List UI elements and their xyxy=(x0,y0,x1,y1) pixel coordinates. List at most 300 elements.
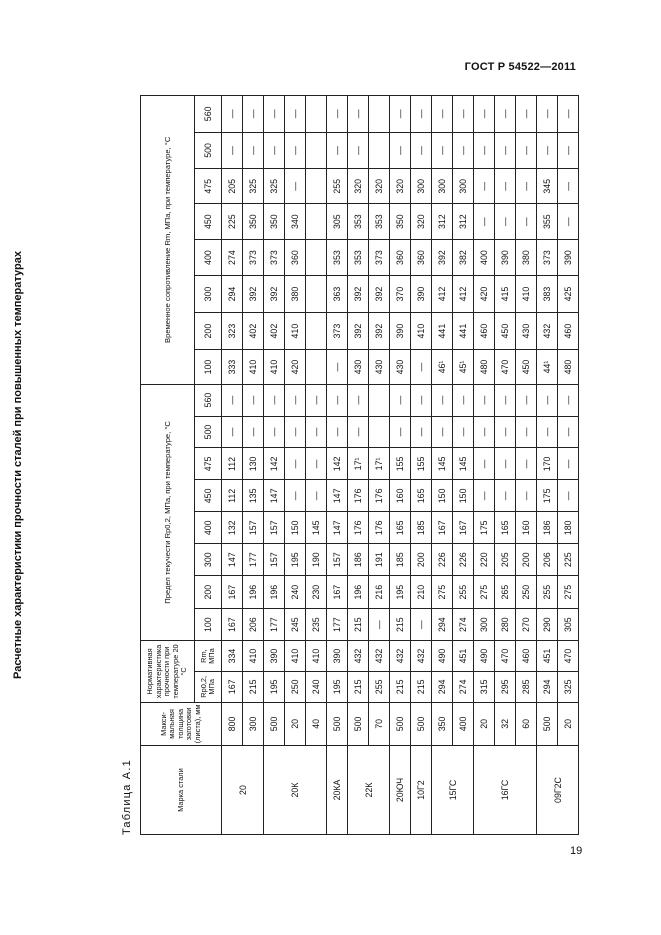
value-cell: — xyxy=(495,204,516,239)
value-cell: — xyxy=(222,132,243,168)
value-cell: 215 xyxy=(390,609,411,641)
value-cell xyxy=(306,204,327,239)
value-cell: — xyxy=(558,480,579,512)
value-cell: 275 xyxy=(474,576,495,609)
value-cell: 175 xyxy=(474,512,495,544)
value-cell: 350 xyxy=(243,204,264,239)
value-cell: 350 xyxy=(390,204,411,239)
value-cell: 20 xyxy=(285,702,306,745)
value-cell: — xyxy=(495,448,516,480)
value-cell: 45¹ xyxy=(453,350,474,384)
value-cell: — xyxy=(474,480,495,512)
value-cell: 175 xyxy=(537,480,558,512)
value-cell: 250 xyxy=(516,576,537,609)
value-cell: 410 xyxy=(285,312,306,350)
value-cell: — xyxy=(474,169,495,204)
value-cell: 480 xyxy=(558,350,579,384)
value-cell: — xyxy=(474,416,495,448)
value-cell: 40 xyxy=(306,702,327,745)
value-cell: — xyxy=(390,96,411,133)
value-cell: 274 xyxy=(453,609,474,641)
value-cell: 215 xyxy=(348,671,369,702)
value-cell: — xyxy=(474,96,495,133)
value-cell: — xyxy=(432,384,453,416)
value-cell: — xyxy=(558,416,579,448)
steel-grade-cell: 20ЮЧ xyxy=(390,746,411,835)
value-cell: 160 xyxy=(390,480,411,512)
value-cell: — xyxy=(411,416,432,448)
header-yield-temp: 560 xyxy=(195,384,222,416)
value-cell: 20 xyxy=(474,702,495,745)
value-cell: — xyxy=(537,96,558,133)
table-row xyxy=(558,96,579,835)
value-cell: 216 xyxy=(369,576,390,609)
value-cell: 200 xyxy=(411,544,432,576)
standard-number: ГОСТ Р 54522—2011 xyxy=(464,61,576,73)
value-cell: — xyxy=(306,416,327,448)
value-cell: — xyxy=(495,96,516,133)
value-cell: 225 xyxy=(222,204,243,239)
value-cell: 400 xyxy=(453,702,474,745)
value-cell: 275 xyxy=(558,576,579,609)
value-cell: 392 xyxy=(432,239,453,275)
value-cell xyxy=(306,312,327,350)
value-cell: 240 xyxy=(306,671,327,702)
value-cell: 451 xyxy=(453,641,474,672)
value-cell: — xyxy=(327,132,348,168)
value-cell: — xyxy=(411,132,432,168)
value-cell: — xyxy=(285,169,306,204)
value-cell: 167 xyxy=(432,512,453,544)
steel-grade-cell: 22К xyxy=(348,746,390,835)
value-cell: 177 xyxy=(243,544,264,576)
value-cell: — xyxy=(390,416,411,448)
value-cell: — xyxy=(558,448,579,480)
value-cell: — xyxy=(285,416,306,448)
value-cell: 230 xyxy=(306,576,327,609)
value-cell: — xyxy=(432,416,453,448)
value-cell: 480 xyxy=(474,350,495,384)
table-title: Расчетные характеристики прочности сталей при повышенных температурах xyxy=(12,251,24,679)
value-cell: 145 xyxy=(432,448,453,480)
value-cell: 205 xyxy=(222,169,243,204)
value-cell xyxy=(306,350,327,384)
steel-grade-cell: 20 xyxy=(222,746,264,835)
value-cell: 432 xyxy=(537,312,558,350)
value-cell: 412 xyxy=(432,276,453,312)
value-cell: — xyxy=(222,384,243,416)
value-cell: — xyxy=(495,132,516,168)
table-row xyxy=(495,96,516,835)
value-cell: 430 xyxy=(369,350,390,384)
value-cell: 167 xyxy=(222,671,243,702)
value-cell: — xyxy=(474,384,495,416)
value-cell: 255 xyxy=(453,576,474,609)
value-cell: — xyxy=(474,132,495,168)
value-cell: 142 xyxy=(327,448,348,480)
value-cell: 157 xyxy=(264,544,285,576)
table-row xyxy=(348,96,369,835)
value-cell: 180 xyxy=(558,512,579,544)
page-number: 19 xyxy=(570,845,583,857)
header-tensile-temp: 100 xyxy=(195,350,222,384)
value-cell: 60 xyxy=(516,702,537,745)
value-cell: 195 xyxy=(264,671,285,702)
strength-table xyxy=(140,95,579,835)
value-cell: — xyxy=(243,416,264,448)
value-cell: — xyxy=(411,350,432,384)
value-cell: 285 xyxy=(516,671,537,702)
header-tensile-temp: 475 xyxy=(195,169,222,204)
value-cell: 255 xyxy=(327,169,348,204)
value-cell: 185 xyxy=(390,544,411,576)
value-cell: 490 xyxy=(432,641,453,672)
value-cell: — xyxy=(264,96,285,133)
value-cell: 196 xyxy=(348,576,369,609)
table-body xyxy=(141,96,579,835)
value-cell: 390 xyxy=(411,276,432,312)
value-cell: 196 xyxy=(264,576,285,609)
value-cell: 373 xyxy=(243,239,264,275)
value-cell: 157 xyxy=(243,512,264,544)
value-cell: 350 xyxy=(432,702,453,745)
value-cell: 392 xyxy=(348,312,369,350)
value-cell: — xyxy=(453,96,474,133)
value-cell: 186 xyxy=(348,544,369,576)
value-cell: 392 xyxy=(369,276,390,312)
value-cell: 265 xyxy=(495,576,516,609)
value-cell: 415 xyxy=(495,276,516,312)
value-cell: — xyxy=(432,132,453,168)
value-cell: 177 xyxy=(264,609,285,641)
value-cell: 147 xyxy=(222,544,243,576)
value-cell: — xyxy=(432,96,453,133)
header-tensile-temp: 300 xyxy=(195,276,222,312)
table-row xyxy=(243,96,264,835)
value-cell: 17¹ xyxy=(369,448,390,480)
value-cell: 206 xyxy=(243,609,264,641)
value-cell: 490 xyxy=(474,641,495,672)
value-cell: 334 xyxy=(222,641,243,672)
value-cell: 150 xyxy=(453,480,474,512)
value-cell: 441 xyxy=(432,312,453,350)
value-cell: 392 xyxy=(264,276,285,312)
value-cell: 195 xyxy=(285,544,306,576)
table-row xyxy=(222,96,243,835)
value-cell: 370 xyxy=(390,276,411,312)
value-cell: 430 xyxy=(348,350,369,384)
value-cell: 500 xyxy=(348,702,369,745)
value-cell: 432 xyxy=(411,641,432,672)
value-cell xyxy=(306,169,327,204)
value-cell xyxy=(369,416,390,448)
header-thickness: Макси-мальная толщина заготовки (листа), мм xyxy=(141,702,222,745)
value-cell: — xyxy=(411,609,432,641)
value-cell: 176 xyxy=(348,480,369,512)
value-cell: — xyxy=(327,350,348,384)
steel-grade-cell: 20К xyxy=(264,746,327,835)
value-cell: 300 xyxy=(411,169,432,204)
value-cell: 200 xyxy=(516,544,537,576)
value-cell: 170 xyxy=(537,448,558,480)
table-row xyxy=(537,96,558,835)
value-cell: 315 xyxy=(474,671,495,702)
header-yield-temp: 400 xyxy=(195,512,222,544)
value-cell: 155 xyxy=(390,448,411,480)
value-cell: 410 xyxy=(243,641,264,672)
value-cell: 150 xyxy=(285,512,306,544)
value-cell: 312 xyxy=(453,204,474,239)
value-cell: 363 xyxy=(327,276,348,312)
value-cell: — xyxy=(558,96,579,133)
value-cell: 226 xyxy=(453,544,474,576)
value-cell: 160 xyxy=(516,512,537,544)
table-caption: Таблица А.1 xyxy=(121,759,133,835)
value-cell: — xyxy=(285,480,306,512)
value-cell: 500 xyxy=(411,702,432,745)
value-cell: 410 xyxy=(516,276,537,312)
value-cell: 186 xyxy=(537,512,558,544)
value-cell: — xyxy=(558,169,579,204)
value-cell: 135 xyxy=(243,480,264,512)
value-cell: 294 xyxy=(537,671,558,702)
value-cell: — xyxy=(243,96,264,133)
value-cell xyxy=(369,384,390,416)
value-cell: 402 xyxy=(264,312,285,350)
header-tensile-temp: 500 xyxy=(195,132,222,168)
header-yield-temp: 300 xyxy=(195,544,222,576)
value-cell: 340 xyxy=(285,204,306,239)
value-cell: 390 xyxy=(495,239,516,275)
table-row xyxy=(411,96,432,835)
value-cell: 320 xyxy=(411,204,432,239)
value-cell: 360 xyxy=(390,239,411,275)
value-cell: 410 xyxy=(411,312,432,350)
value-cell: 470 xyxy=(495,350,516,384)
value-cell: — xyxy=(495,169,516,204)
value-cell: — xyxy=(495,480,516,512)
value-cell: 470 xyxy=(558,641,579,672)
steel-grade-cell: 15ГС xyxy=(432,746,474,835)
value-cell: — xyxy=(537,132,558,168)
table-row xyxy=(432,96,453,835)
value-cell: — xyxy=(453,384,474,416)
value-cell: — xyxy=(474,448,495,480)
value-cell: 142 xyxy=(264,448,285,480)
header-yield-temp: 475 xyxy=(195,448,222,480)
value-cell: 320 xyxy=(369,169,390,204)
steel-grade-cell: 20КА xyxy=(327,746,348,835)
header-tensile-temp: 450 xyxy=(195,204,222,239)
value-cell: 345 xyxy=(537,169,558,204)
value-cell: 176 xyxy=(369,480,390,512)
value-cell: 255 xyxy=(369,671,390,702)
value-cell: 245 xyxy=(285,609,306,641)
value-cell: — xyxy=(369,609,390,641)
value-cell: 373 xyxy=(327,312,348,350)
value-cell xyxy=(306,96,327,133)
value-cell: 380 xyxy=(516,239,537,275)
value-cell: 410 xyxy=(243,350,264,384)
value-cell: 132 xyxy=(222,512,243,544)
value-cell: — xyxy=(243,384,264,416)
value-cell: — xyxy=(474,204,495,239)
value-cell: 325 xyxy=(243,169,264,204)
value-cell: — xyxy=(390,384,411,416)
value-cell: — xyxy=(348,96,369,133)
header-tensile-temp: 400 xyxy=(195,239,222,275)
value-cell: 177 xyxy=(327,609,348,641)
value-cell: 165 xyxy=(390,512,411,544)
value-cell: — xyxy=(327,96,348,133)
value-cell: — xyxy=(537,416,558,448)
value-cell: 420 xyxy=(285,350,306,384)
table-row xyxy=(516,96,537,835)
value-cell: 320 xyxy=(390,169,411,204)
value-cell: — xyxy=(285,448,306,480)
value-cell: 147 xyxy=(327,512,348,544)
header-rm: Rm, МПа xyxy=(195,641,222,672)
value-cell: 325 xyxy=(264,169,285,204)
value-cell: — xyxy=(516,132,537,168)
value-cell: 165 xyxy=(495,512,516,544)
value-cell: 373 xyxy=(537,239,558,275)
value-cell: — xyxy=(495,416,516,448)
value-cell: 220 xyxy=(474,544,495,576)
value-cell: 210 xyxy=(411,576,432,609)
value-cell: 373 xyxy=(369,239,390,275)
value-cell: — xyxy=(537,384,558,416)
value-cell: 205 xyxy=(495,544,516,576)
value-cell: 294 xyxy=(432,671,453,702)
value-cell: 270 xyxy=(516,609,537,641)
value-cell: 290 xyxy=(537,609,558,641)
value-cell: 280 xyxy=(495,609,516,641)
value-cell: 215 xyxy=(348,609,369,641)
value-cell: — xyxy=(348,132,369,168)
header-tensile-temp: 200 xyxy=(195,312,222,350)
value-cell: 275 xyxy=(432,576,453,609)
value-cell: 460 xyxy=(516,641,537,672)
header-yield-group: Предел текучести Rp0,2, МПа, при температуре, °С xyxy=(141,384,195,641)
header-tensile-temp: 560 xyxy=(195,96,222,133)
value-cell: 410 xyxy=(306,641,327,672)
value-cell: 300 xyxy=(243,702,264,745)
value-cell: 451 xyxy=(537,641,558,672)
value-cell: 390 xyxy=(390,312,411,350)
value-cell: — xyxy=(264,132,285,168)
value-cell: 470 xyxy=(495,641,516,672)
value-cell: 150 xyxy=(432,480,453,512)
value-cell: — xyxy=(327,384,348,416)
value-cell: — xyxy=(306,448,327,480)
value-cell: 191 xyxy=(369,544,390,576)
value-cell: — xyxy=(222,416,243,448)
value-cell: 425 xyxy=(558,276,579,312)
header-yield-temp: 500 xyxy=(195,416,222,448)
value-cell: 70 xyxy=(369,702,390,745)
table-row xyxy=(327,96,348,835)
value-cell: 360 xyxy=(285,239,306,275)
value-cell: 373 xyxy=(264,239,285,275)
value-cell: 196 xyxy=(243,576,264,609)
value-cell: 305 xyxy=(558,609,579,641)
value-cell: 226 xyxy=(432,544,453,576)
header-yield-temp: 200 xyxy=(195,576,222,609)
value-cell: 460 xyxy=(474,312,495,350)
value-cell: 145 xyxy=(306,512,327,544)
value-cell: — xyxy=(285,384,306,416)
value-cell: — xyxy=(264,384,285,416)
value-cell: — xyxy=(327,416,348,448)
value-cell: — xyxy=(516,96,537,133)
value-cell: — xyxy=(516,169,537,204)
value-cell: 255 xyxy=(537,576,558,609)
value-cell: 392 xyxy=(348,276,369,312)
value-cell: 295 xyxy=(495,671,516,702)
value-cell: 32 xyxy=(495,702,516,745)
value-cell: — xyxy=(453,132,474,168)
value-cell: 167 xyxy=(453,512,474,544)
table-row xyxy=(306,96,327,835)
value-cell: 382 xyxy=(453,239,474,275)
value-cell: 383 xyxy=(537,276,558,312)
value-cell: — xyxy=(306,384,327,416)
value-cell: 190 xyxy=(306,544,327,576)
value-cell: 195 xyxy=(390,576,411,609)
value-cell: 325 xyxy=(558,671,579,702)
value-cell: — xyxy=(516,480,537,512)
value-cell xyxy=(306,276,327,312)
header-grade: Марка стали xyxy=(141,746,222,835)
value-cell: 240 xyxy=(285,576,306,609)
value-cell xyxy=(369,96,390,133)
value-cell: 353 xyxy=(348,204,369,239)
value-cell: 400 xyxy=(474,239,495,275)
value-cell: 112 xyxy=(222,480,243,512)
table-row xyxy=(390,96,411,835)
value-cell: 380 xyxy=(285,276,306,312)
value-cell: — xyxy=(558,384,579,416)
value-cell: 430 xyxy=(516,312,537,350)
value-cell: 147 xyxy=(264,480,285,512)
value-cell: 17¹ xyxy=(348,448,369,480)
value-cell: — xyxy=(516,448,537,480)
value-cell: 176 xyxy=(348,512,369,544)
value-cell: — xyxy=(390,132,411,168)
value-cell: 176 xyxy=(369,512,390,544)
value-cell: 412 xyxy=(453,276,474,312)
value-cell: — xyxy=(264,416,285,448)
value-cell: 420 xyxy=(474,276,495,312)
header-tensile-group: Временное сопротивление Rm, МПа, при температуре, °С xyxy=(141,96,195,385)
value-cell: — xyxy=(411,384,432,416)
rotated-table-block xyxy=(12,95,573,835)
value-cell: — xyxy=(348,384,369,416)
value-cell: 500 xyxy=(537,702,558,745)
value-cell: — xyxy=(222,96,243,133)
value-cell: 46¹ xyxy=(432,350,453,384)
value-cell: 320 xyxy=(348,169,369,204)
value-cell: 353 xyxy=(369,204,390,239)
value-cell: — xyxy=(285,132,306,168)
value-cell: — xyxy=(243,132,264,168)
value-cell: 305 xyxy=(327,204,348,239)
value-cell: 430 xyxy=(390,350,411,384)
value-cell: 167 xyxy=(222,576,243,609)
value-cell: 294 xyxy=(222,276,243,312)
value-cell: — xyxy=(516,204,537,239)
